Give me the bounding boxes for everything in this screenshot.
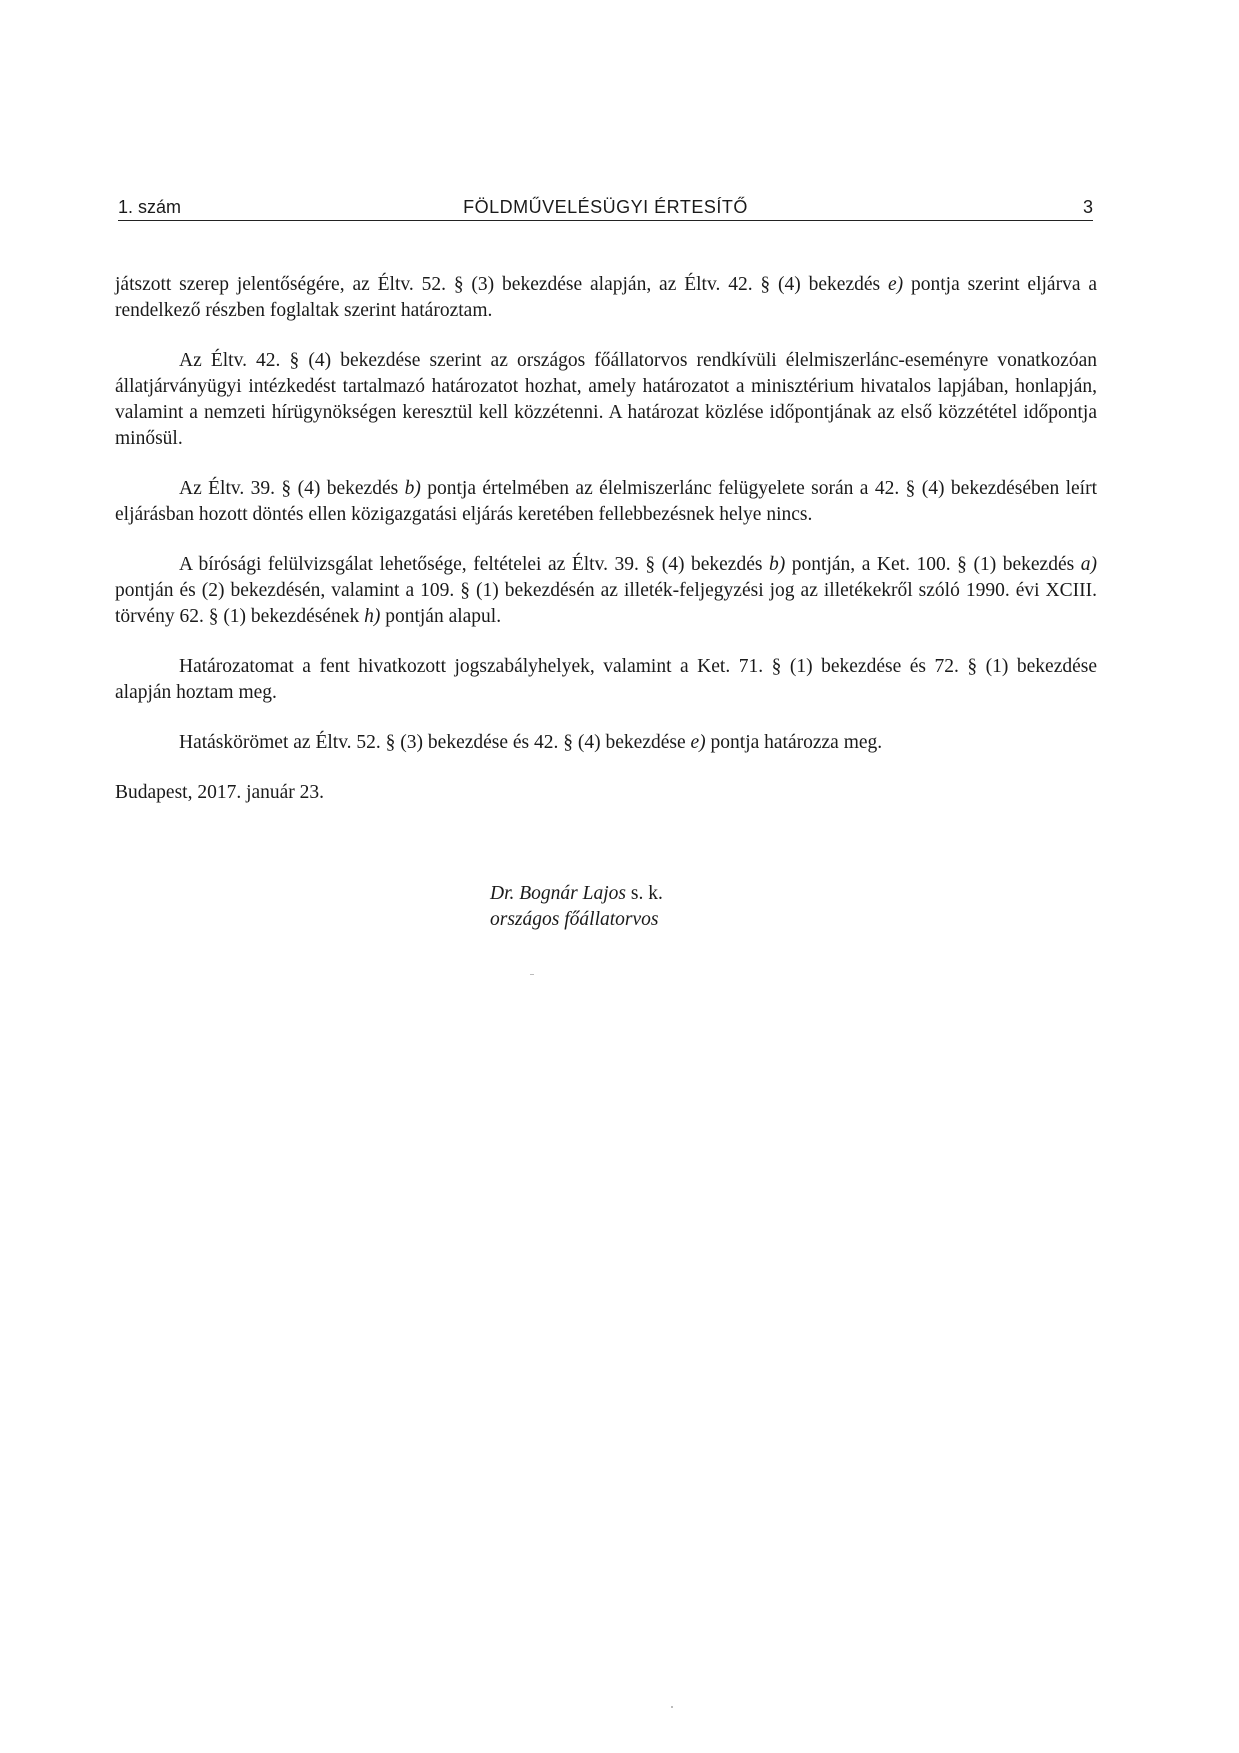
paragraph-6: Hatáskörömet az Éltv. 52. § (3) bekezdése és 42. § (4) bekezdése e) pontja határozza meg. [179,732,883,753]
issue-number: 1. szám [118,197,182,217]
signatory-name: Dr. Bognár Lajos s. k. [490,883,663,904]
paragraph-5: Határozatomat a fent hivatkozott jogszabályhelyek, valamint a Ket. 71. § (1) bekezdése és 72. § (1) bekezdése alapján hoztam meg. [115,656,1097,703]
signatory-role: országos főállatorvos [490,909,659,930]
publication-title: FÖLDMŰVELÉSÜGYI ÉRTESÍTŐ [463,197,748,217]
page-header [118,196,1093,221]
paragraph-3: Az Éltv. 39. § (4) bekezdés b) pontja értelmében az élelmiszerlánc felügyelete során a 42. § (4) bekezdésében leírt eljárásban hozott döntés ellen közigazgatási eljárás keretében fellebbezésnek helye nincs. [115,478,1097,525]
place-date: Budapest, 2017. január 23. [115,782,325,803]
document-body [115,272,1097,830]
signature-block [490,881,663,933]
paragraph-2: Az Éltv. 42. § (4) bekezdése szerint az országos főállatorvos rendkívüli élelmiszerlánc-eseményre vonatkozóan állatjárványügyi intézkedést tartalmazó határozatot hozhat, amely határozatot a minisztérium hivatalos lapjában, honlapján, valamint a nemzeti hírügynökségen keresztül kell közzétenni. A határozat közlése időpontjának az első közzététel időpontja minősül. [115,350,1097,449]
scan-speck [530,974,534,975]
scan-speck [671,1706,673,1708]
paragraph-4: A bírósági felülvizsgálat lehetősége, feltételei az Éltv. 39. § (4) bekezdés b) pontján, a Ket. 100. § (1) bekezdés a) pontján és (2) bekezdésén, valamint a 109. § (1) bekezdésén az illeték-feljegyzési jog az illetékekről szóló 1990. évi XCIII. törvény 62. § (1) bekezdésének h) pontján alapul. [115,554,1097,627]
page-number: 3 [1082,197,1093,217]
paragraph-1: játszott szerep jelentőségére, az Éltv. 52. § (3) bekezdése alapján, az Éltv. 42. § (4) bekezdés e) pontja szerint eljárva a rendelkező részben foglaltak szerint határoztam. [115,274,1097,321]
